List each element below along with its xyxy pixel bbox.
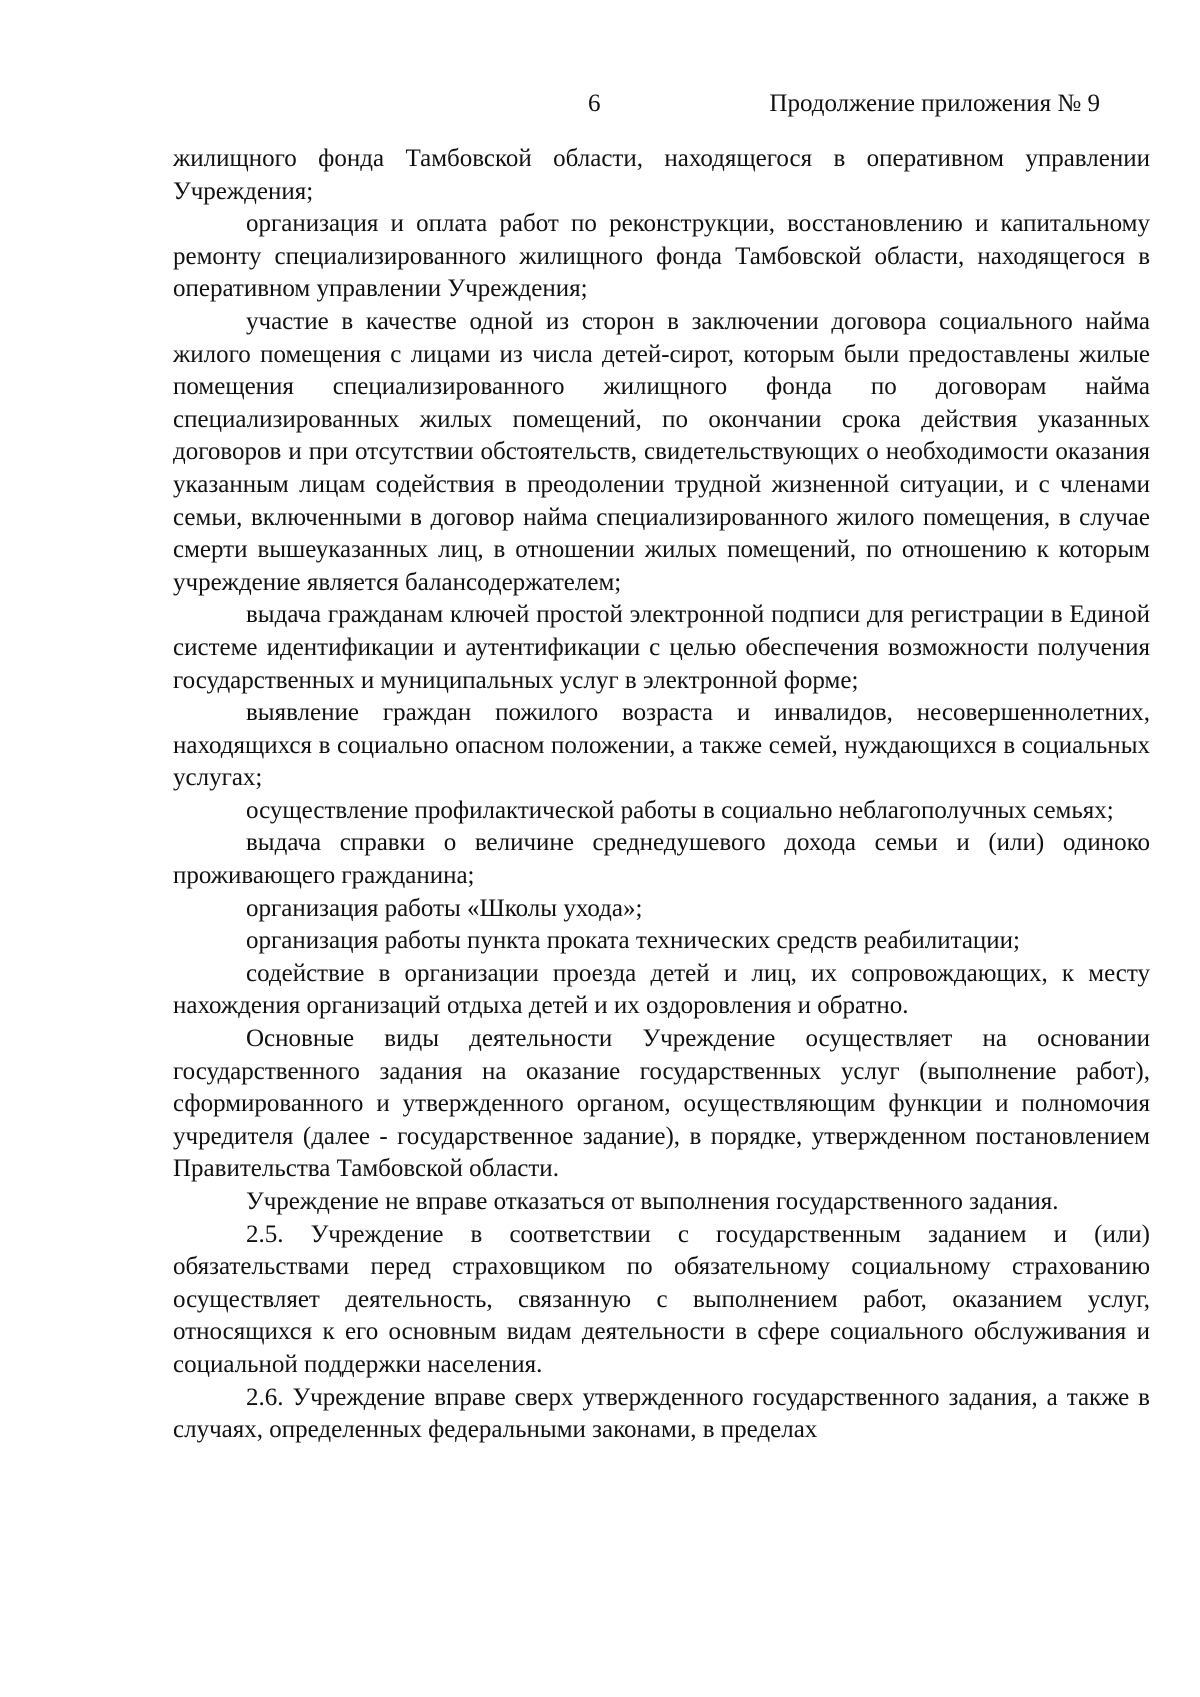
paragraph-social-tenancy-contract: участие в качестве одной из сторон в заключении договора социального найма жилого помещения с лицами из числа детей-сирот, которым были предоставлены жилые помещения специализированного жилищного фонда по договорам найма специализированных жилых помещений, по окончании срока действия указанных договоров и при отсутствии обстоятельств, свидетельствующих о необходимости оказания указанным лицам содействия в преодолении трудной жизненной ситуации, и с членами семьи, включенными в договор найма специализированного жилого помещения, в случае смерти вышеуказанных лиц, в отношении жилых помещений, по отношению к которым учреждение является балансодержателем; xyxy=(173,307,1150,596)
paragraph-rehabilitation-rental: организация работы пункта проката технических средств реабилитации; xyxy=(246,927,1020,955)
page-header xyxy=(0,84,1200,124)
paragraph-identification-of-citizens: выявление граждан пожилого возраста и инвалидов, несовершеннолетних, находящихся в социально опасном положении, а также семей, нуждающихся в социальных услугах; xyxy=(173,699,1150,792)
paragraph-children-travel-assistance: содействие в организации проезда детей и лиц, их сопровождающих, к месту нахождения организаций отдыха детей и их оздоровления и обратно. xyxy=(173,959,1150,1020)
page-number: 6 xyxy=(588,90,601,117)
paragraph-cannot-refuse-assignment: Учреждение не вправе отказаться от выполнения государственного задания. xyxy=(246,1188,1059,1215)
paragraph-preventive-work: осуществление профилактической работы в социально неблагополучных семьях; xyxy=(246,796,1114,824)
paragraph-income-certificate: выдача справки о величине среднедушевого дохода семьи и (или) одиноко проживающего гражданина; xyxy=(173,829,1150,890)
paragraph-housing-fund-continuation: жилищного фонда Тамбовской области, находящегося в оперативном управлении Учреждения; xyxy=(173,145,1150,205)
paragraph-state-assignment: Основные виды деятельности Учреждение осуществляет на основании государственного задания на оказание государственных услуг (выполнение работ), сформированного и утвержденного органом, осуществляющим функции и полномочия учредителя (далее - государственное задание), в порядке, утвержденном постановлением Правительства Тамбовской области. xyxy=(173,1025,1150,1183)
paragraph-section-2-5: 2.5. Учреждение в соответствии с государственным заданием и (или) обязательствами перед страховщиком по обязательному социальному страхованию осуществляет деятельность, связанную с выполнением работ, оказанием услуг, относящихся к его основным видам деятельности в сфере социального обслуживания и социальной поддержки населения. xyxy=(173,1220,1150,1378)
paragraph-care-school: организация работы «Школы ухода»; xyxy=(246,894,643,922)
paragraph-electronic-signature-keys: выдача гражданам ключей простой электронной подписи для регистрации в Единой системе идентификации и аутентификации с целью обеспечения возможности получения государственных и муниципальных услуг в электронной форме; xyxy=(173,601,1150,694)
paragraph-reconstruction-repair: организация и оплата работ по реконструкции, восстановлению и капитальному ремонту специализированного жилищного фонда Тамбовской области, находящегося в оперативном управлении Учреждения; xyxy=(173,210,1150,303)
document-body xyxy=(173,143,1150,1447)
appendix-continuation-title: Продолжение приложения № 9 xyxy=(769,90,1100,117)
paragraph-section-2-6: 2.6. Учреждение вправе сверх утвержденного государственного задания, а также в случаях, определенных федеральными законами, в пределах xyxy=(173,1383,1150,1444)
